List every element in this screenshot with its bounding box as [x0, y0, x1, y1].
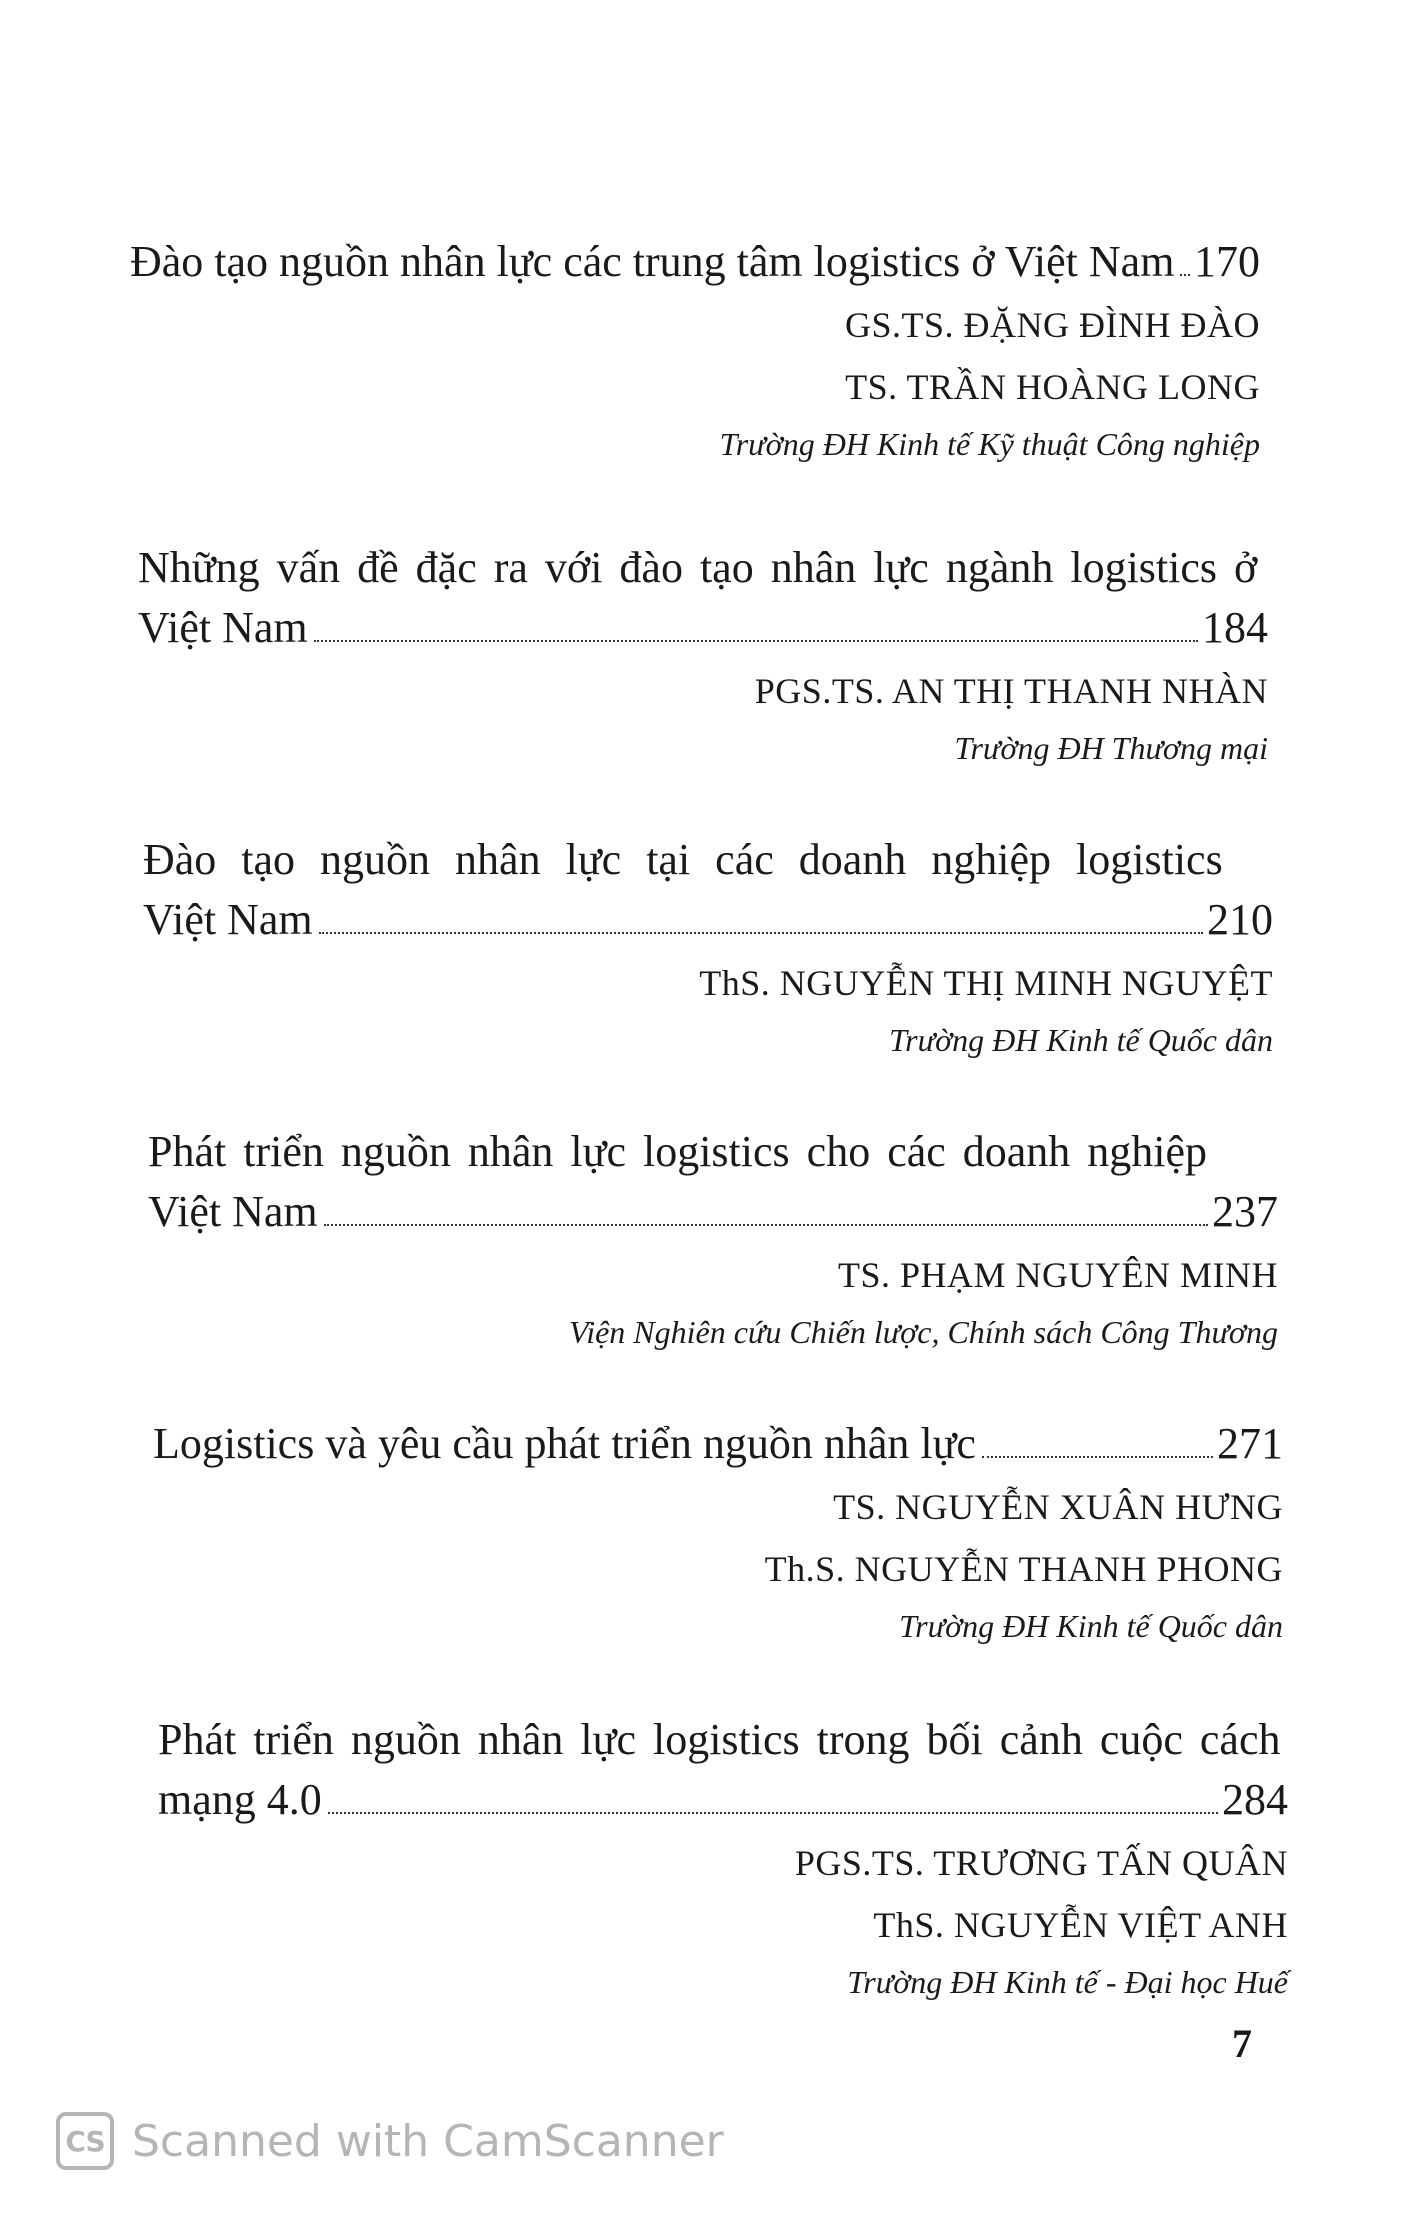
toc-title-continued: mạng 4.0 — [158, 1775, 322, 1824]
dot-leader — [982, 1455, 1213, 1458]
dot-leader — [324, 1223, 1208, 1226]
toc-page-number: 237 — [1212, 1187, 1278, 1236]
toc-title-continued: Việt Nam — [138, 603, 308, 652]
toc-title: Phát triển nguồn nhân lực logistics cho các doanh nghiệp — [148, 1127, 1208, 1176]
toc-entry — [138, 538, 1268, 776]
toc-page-number: 284 — [1222, 1775, 1288, 1824]
toc-title-line — [148, 1182, 1278, 1242]
toc-title: Những vấn đề đặc ra với đào tạo nhân lực ngành logistics ở — [138, 543, 1258, 592]
toc-author: PGS.TS. TRƯƠNG TẤN QUÂN — [794, 1843, 1288, 1883]
toc-entry — [130, 232, 1260, 472]
toc-title-line — [158, 1770, 1288, 1830]
toc-title-continued: Việt Nam — [143, 895, 313, 944]
toc-entry — [148, 1122, 1278, 1360]
toc-title-continued: Việt Nam — [148, 1187, 318, 1236]
toc-author: TS. TRẦN HOÀNG LONG — [845, 367, 1260, 407]
dot-leader — [314, 639, 1198, 642]
toc-title: Đào tạo nguồn nhân lực các trung tâm logistics ở Việt Nam — [130, 237, 1175, 286]
toc-affiliation: Trường ĐH Kinh tế Kỹ thuật Công nghiệp — [719, 426, 1260, 462]
toc-page-number: 184 — [1202, 603, 1268, 652]
toc-title-line — [143, 890, 1273, 950]
toc-page-number: 210 — [1207, 895, 1273, 944]
toc-title-line — [130, 232, 1260, 292]
toc-author: Th.S. NGUYỄN THANH PHONG — [764, 1549, 1283, 1589]
toc-author: GS.TS. ĐẶNG ĐÌNH ĐÀO — [845, 305, 1260, 345]
toc-author: ThS. NGUYỄN VIỆT ANH — [873, 1905, 1288, 1945]
toc-affiliation: Trường ĐH Kinh tế Quốc dân — [889, 1022, 1273, 1058]
toc-entry — [158, 1710, 1288, 2010]
toc-affiliation: Trường ĐH Kinh tế Quốc dân — [899, 1608, 1283, 1644]
toc-affiliation: Trường ĐH Thương mại — [954, 730, 1268, 766]
toc-affiliation: Trường ĐH Kinh tế - Đại học Huế — [847, 1964, 1288, 2000]
camscanner-watermark — [56, 2112, 724, 2170]
camscanner-logo-icon: CS — [56, 2112, 114, 2170]
dot-leader — [319, 931, 1203, 934]
toc-title-line — [153, 1414, 1283, 1474]
toc-title: Phát triển nguồn nhân lực logistics trong bối cảnh cuộc cách — [158, 1715, 1281, 1764]
toc-title: Logistics và yêu cầu phát triển nguồn nhân lực — [153, 1419, 976, 1468]
dot-leader — [1180, 273, 1190, 276]
toc-page-number: 271 — [1217, 1419, 1283, 1468]
toc-page-number: 170 — [1194, 237, 1260, 286]
watermark-text: Scanned with CamScanner — [132, 2115, 724, 2167]
toc-author: PGS.TS. AN THỊ THANH NHÀN — [754, 671, 1268, 711]
dot-leader — [328, 1811, 1218, 1814]
toc-author: TS. NGUYỄN XUÂN HƯNG — [833, 1487, 1283, 1527]
toc-title-line — [138, 598, 1268, 658]
page-number: 7 — [1232, 2021, 1252, 2066]
toc-author: ThS. NGUYỄN THỊ MINH NGUYỆT — [699, 963, 1273, 1003]
toc-affiliation: Viện Nghiên cứu Chiến lược, Chính sách Công Thương — [569, 1314, 1278, 1350]
toc-title: Đào tạo nguồn nhân lực tại các doanh nghiệp logistics — [143, 835, 1223, 884]
toc-entry — [143, 830, 1273, 1068]
toc-entry — [153, 1414, 1283, 1654]
toc-author: TS. PHẠM NGUYÊN MINH — [837, 1255, 1278, 1295]
